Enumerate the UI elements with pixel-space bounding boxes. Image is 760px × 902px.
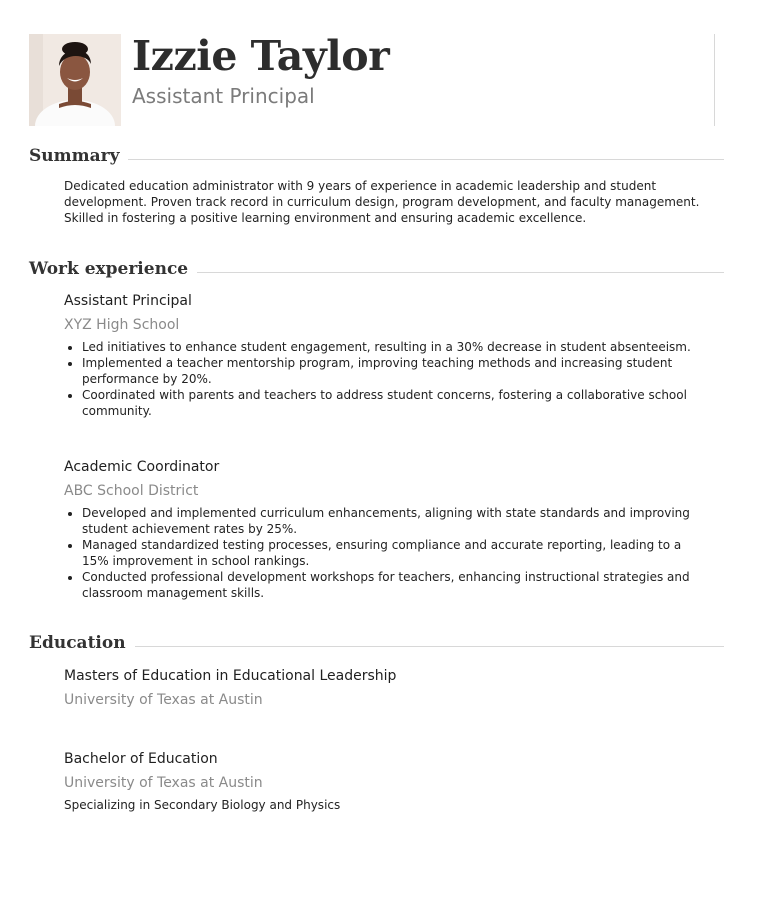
resume-header — [29, 34, 717, 126]
degree-title: Masters of Education in Educational Leadership — [64, 668, 397, 684]
section-title-education: Education — [29, 633, 135, 653]
summary-block — [64, 178, 704, 226]
job-bullets — [64, 505, 704, 601]
job-bullet: • Led initiatives to enhance student engagement, resulting in a 30% decrease in student absenteeism. — [82, 339, 704, 355]
job-organization: XYZ High School — [64, 317, 180, 333]
job-organization: ABC School District — [64, 483, 199, 499]
profile-photo-icon — [29, 34, 121, 126]
section-divider — [29, 159, 724, 160]
job-bullet: • Managed standardized testing processes, ensuring compliance and accurate reporting, leading to a 15% improvement in school rankings. — [82, 537, 704, 569]
job-title: Assistant Principal — [64, 293, 192, 309]
work-section-header — [29, 259, 724, 283]
job-bullet: • Implemented a teacher mentorship program, improving teaching methods and increasing student performance by 20%. — [82, 355, 704, 387]
education-note: Specializing in Secondary Biology and Physics — [64, 798, 341, 812]
job-bullet: • Coordinated with parents and teachers to address student concerns, fostering a collaborative school community. — [82, 387, 704, 419]
section-title-work: Work experience — [29, 259, 197, 279]
profile-photo — [29, 34, 121, 126]
section-title-summary: Summary — [29, 146, 128, 166]
header-divider — [714, 34, 715, 126]
job-entry — [64, 458, 704, 601]
education-entry — [64, 750, 704, 813]
job-bullets — [64, 339, 704, 419]
education-section-header — [29, 633, 724, 657]
summary-text: Dedicated education administrator with 9 years of experience in academic leadership and student development. Proven track record in curriculum design, program development, and faculty management. Skilled in fostering a positive learning environment and ensuring academic excellence. — [64, 179, 700, 225]
job-title: Academic Coordinator — [64, 459, 220, 475]
candidate-role: Assistant Principal — [132, 84, 315, 108]
job-entry — [64, 292, 704, 419]
education-entry — [64, 667, 704, 709]
school-name: University of Texas at Austin — [64, 775, 263, 791]
candidate-name: Izzie Taylor — [132, 32, 390, 80]
job-bullet: • Conducted professional development workshops for teachers, enhancing instructional strategies and classroom management skills. — [82, 569, 704, 601]
summary-section-header — [29, 146, 724, 170]
job-bullet: • Developed and implemented curriculum enhancements, aligning with state standards and improving student achievement rates by 25%. — [82, 505, 704, 537]
degree-title: Bachelor of Education — [64, 751, 218, 767]
school-name: University of Texas at Austin — [64, 692, 263, 708]
